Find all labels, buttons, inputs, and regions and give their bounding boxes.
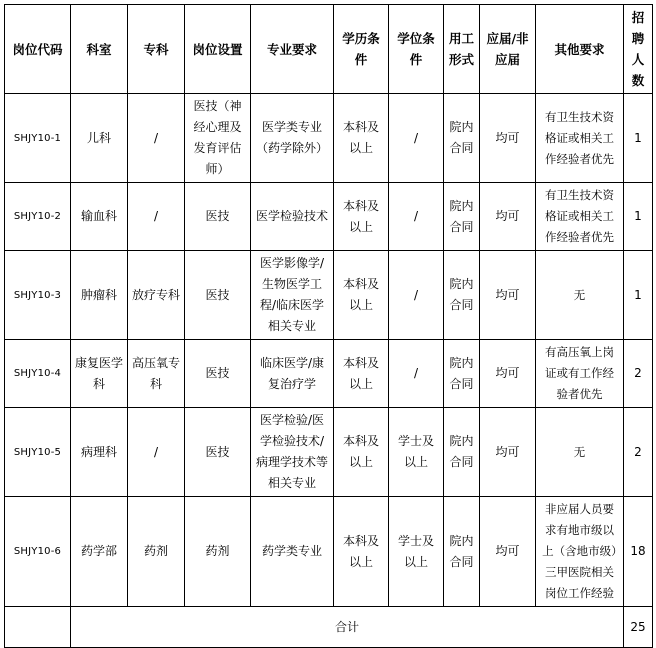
cell-position: 医技 xyxy=(185,251,251,340)
cell-code: SHJY10-4 xyxy=(5,340,71,408)
header-education: 学历条件 xyxy=(334,5,389,94)
cell-graduate: 均可 xyxy=(480,497,536,607)
cell-employment: 院内合同 xyxy=(444,497,480,607)
cell-other: 非应届人员要求有地市级以上（含地市级）三甲医院相关岗位工作经验 xyxy=(536,497,624,607)
cell-other: 无 xyxy=(536,408,624,497)
cell-employment: 院内合同 xyxy=(444,94,480,183)
cell-degree: 学士及以上 xyxy=(389,497,444,607)
cell-specialty: / xyxy=(128,94,185,183)
cell-dept: 儿科 xyxy=(71,94,128,183)
table-row xyxy=(5,251,653,340)
cell-specialty: / xyxy=(128,183,185,251)
cell-major: 医学检验/医学检验技术/病理学技术等相关专业 xyxy=(251,408,334,497)
cell-degree: 学士及以上 xyxy=(389,408,444,497)
total-count: 25 xyxy=(624,607,653,648)
recruitment-table xyxy=(4,4,653,648)
header-graduate: 应届/非应届 xyxy=(480,5,536,94)
table-row xyxy=(5,94,653,183)
total-row xyxy=(5,607,653,648)
cell-dept: 输血科 xyxy=(71,183,128,251)
cell-count: 2 xyxy=(624,340,653,408)
cell-education: 本科及以上 xyxy=(334,497,389,607)
cell-other: 有高压氧上岗证或有工作经验者优先 xyxy=(536,340,624,408)
total-label: 合计 xyxy=(71,607,624,648)
total-empty-cell xyxy=(5,607,71,648)
header-position: 岗位设置 xyxy=(185,5,251,94)
cell-specialty: 放疗专科 xyxy=(128,251,185,340)
header-other: 其他要求 xyxy=(536,5,624,94)
table-row xyxy=(5,408,653,497)
cell-degree: / xyxy=(389,183,444,251)
header-count: 招聘人数 xyxy=(624,5,653,94)
cell-graduate: 均可 xyxy=(480,408,536,497)
cell-other: 无 xyxy=(536,251,624,340)
header-specialty: 专科 xyxy=(128,5,185,94)
cell-major: 医学检验技术 xyxy=(251,183,334,251)
cell-major: 医学类专业（药学除外） xyxy=(251,94,334,183)
cell-graduate: 均可 xyxy=(480,340,536,408)
cell-employment: 院内合同 xyxy=(444,251,480,340)
cell-count: 1 xyxy=(624,251,653,340)
cell-specialty: 药剂 xyxy=(128,497,185,607)
table-header-row xyxy=(5,5,653,94)
cell-employment: 院内合同 xyxy=(444,183,480,251)
cell-position: 药剂 xyxy=(185,497,251,607)
cell-graduate: 均可 xyxy=(480,251,536,340)
header-code: 岗位代码 xyxy=(5,5,71,94)
cell-major: 临床医学/康复治疗学 xyxy=(251,340,334,408)
cell-position: 医技 xyxy=(185,340,251,408)
cell-count: 1 xyxy=(624,94,653,183)
header-degree: 学位条件 xyxy=(389,5,444,94)
cell-education: 本科及以上 xyxy=(334,408,389,497)
cell-other: 有卫生技术资格证或相关工作经验者优先 xyxy=(536,183,624,251)
cell-code: SHJY10-6 xyxy=(5,497,71,607)
cell-other: 有卫生技术资格证或相关工作经验者优先 xyxy=(536,94,624,183)
cell-dept: 药学部 xyxy=(71,497,128,607)
header-major: 专业要求 xyxy=(251,5,334,94)
cell-position: 医技（神经心理及发育评估师） xyxy=(185,94,251,183)
cell-code: SHJY10-3 xyxy=(5,251,71,340)
cell-position: 医技 xyxy=(185,183,251,251)
cell-education: 本科及以上 xyxy=(334,94,389,183)
table-row xyxy=(5,183,653,251)
cell-education: 本科及以上 xyxy=(334,183,389,251)
table-row xyxy=(5,340,653,408)
cell-graduate: 均可 xyxy=(480,94,536,183)
cell-code: SHJY10-1 xyxy=(5,94,71,183)
cell-degree: / xyxy=(389,340,444,408)
cell-major: 医学影像学/生物医学工程/临床医学相关专业 xyxy=(251,251,334,340)
cell-code: SHJY10-5 xyxy=(5,408,71,497)
table-row xyxy=(5,497,653,607)
cell-employment: 院内合同 xyxy=(444,408,480,497)
cell-graduate: 均可 xyxy=(480,183,536,251)
header-dept: 科室 xyxy=(71,5,128,94)
cell-position: 医技 xyxy=(185,408,251,497)
header-employment: 用工形式 xyxy=(444,5,480,94)
cell-dept: 肿瘤科 xyxy=(71,251,128,340)
cell-employment: 院内合同 xyxy=(444,340,480,408)
cell-education: 本科及以上 xyxy=(334,251,389,340)
cell-count: 1 xyxy=(624,183,653,251)
cell-degree: / xyxy=(389,94,444,183)
cell-dept: 康复医学科 xyxy=(71,340,128,408)
cell-degree: / xyxy=(389,251,444,340)
cell-code: SHJY10-2 xyxy=(5,183,71,251)
cell-major: 药学类专业 xyxy=(251,497,334,607)
cell-count: 2 xyxy=(624,408,653,497)
cell-specialty: 高压氧专科 xyxy=(128,340,185,408)
cell-dept: 病理科 xyxy=(71,408,128,497)
cell-specialty: / xyxy=(128,408,185,497)
cell-education: 本科及以上 xyxy=(334,340,389,408)
cell-count: 18 xyxy=(624,497,653,607)
